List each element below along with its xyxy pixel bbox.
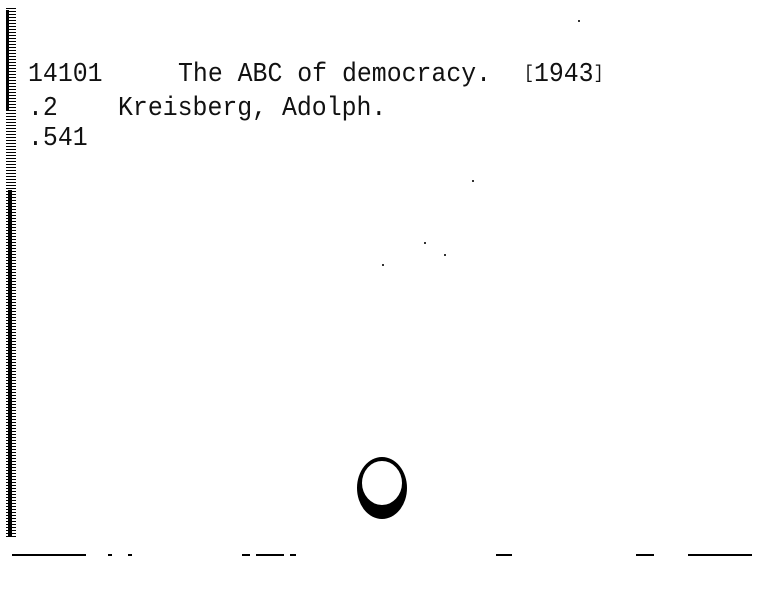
call-number-line-1: 14101 <box>28 60 103 90</box>
card-bottom-edge <box>256 554 284 556</box>
date: 1943 <box>533 60 594 90</box>
card-bottom-edge <box>688 554 752 556</box>
card-left-edge-top <box>6 10 9 110</box>
call-number-line-3: .541 <box>28 124 88 154</box>
date-bracket-close: ] <box>593 63 604 84</box>
date-group <box>524 62 604 89</box>
date-bracket-open: [ <box>524 63 534 84</box>
author: Kreisberg, Adolph. <box>118 94 387 124</box>
scan-speck <box>424 242 426 244</box>
scan-speck <box>578 20 580 22</box>
punch-hole <box>357 457 407 519</box>
card-bottom-edge <box>636 554 654 556</box>
card-bottom-edge <box>128 554 132 556</box>
scan-speck <box>382 264 384 266</box>
card-left-edge-dark <box>8 190 12 536</box>
card-bottom-edge <box>242 554 250 556</box>
title: The ABC of democracy. <box>178 60 492 90</box>
card-bottom-edge <box>12 554 86 556</box>
scan-speck <box>472 180 474 182</box>
card-bottom-edge <box>290 554 296 556</box>
card-bottom-edge <box>496 554 512 556</box>
call-number-line-2: .2 <box>28 94 58 124</box>
card-bottom-edge <box>108 554 112 556</box>
scan-speck <box>444 254 446 256</box>
